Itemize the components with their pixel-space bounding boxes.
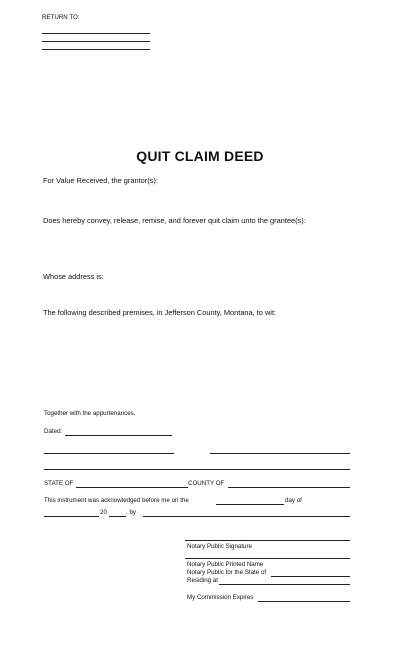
notary-state-label: Notary Public for the State of [187,569,267,576]
day-of-label: day of [285,497,302,504]
signature-line-right-1[interactable] [210,453,350,454]
return-to-line-1[interactable] [42,33,150,34]
premises-text: The following described premises, in Jefferson County, Montana, to wit: [43,308,277,317]
month-line[interactable] [44,516,99,517]
state-label: STATE OF [44,480,74,487]
address-text: Whose address is: [43,272,104,281]
dated-label: Dated: [44,428,63,435]
commission-label: My Commission Expires [187,594,254,601]
convey-text: Does hereby convey, release, remise, and forever quit claim unto the grantee(s): [43,216,306,225]
signature-line-left-1[interactable] [44,453,174,454]
dated-line[interactable] [65,435,172,436]
return-to-line-2[interactable] [42,41,150,42]
notary-printed-name-label: Notary Public Printed Name [187,561,264,568]
document-title: QUIT CLAIM DEED [136,148,264,164]
notary-name-line[interactable] [185,558,350,559]
notary-state-line[interactable] [271,576,350,577]
commission-line[interactable] [258,601,350,602]
notary-signature-label: Notary Public Signature [187,543,253,550]
year-prefix: 20 [100,509,107,516]
residing-at-label: Residing at [187,577,218,584]
return-to-line-3[interactable] [42,49,150,50]
by-label: , by [126,509,136,516]
instrument-text: This instrument was acknowledged before me on the [44,497,189,504]
ack-date-line[interactable] [216,504,284,505]
county-line[interactable] [228,487,350,488]
residing-at-line[interactable] [219,584,350,585]
notary-signature-line[interactable] [185,540,350,541]
grantor-text: For Value Received, the grantor(s): [43,176,158,185]
return-to-label: RETURN TO: [42,14,80,21]
appurtenances-text: Together with the appurtenances. [44,410,136,417]
year-line[interactable] [109,516,126,517]
state-line[interactable] [76,487,188,488]
county-label: COUNTY OF [188,480,225,487]
by-line[interactable] [143,516,350,517]
signature-line-full[interactable] [44,469,350,470]
